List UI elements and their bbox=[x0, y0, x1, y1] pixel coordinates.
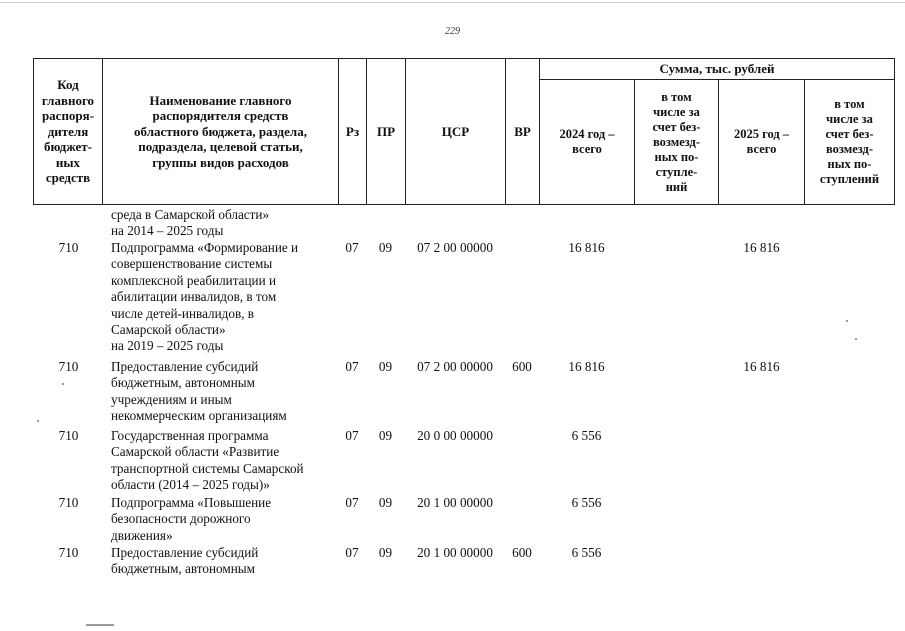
header-2025-total-lines bbox=[734, 127, 789, 157]
cell-sum-2024: 6 556 bbox=[571, 495, 602, 510]
text-line: в том bbox=[661, 89, 692, 104]
cell-code: 710 bbox=[58, 495, 79, 510]
header-sum: Сумма, тыс. рублей bbox=[539, 58, 895, 80]
cell-sum-2024: 16 816 bbox=[568, 240, 605, 255]
cell-sum-2024: 6 556 bbox=[571, 428, 602, 443]
cell-name bbox=[111, 428, 337, 494]
cell-csr: 20 0 00 00000 bbox=[417, 428, 493, 443]
page-number: 229 bbox=[445, 26, 460, 37]
cell-rz: 07 bbox=[345, 240, 359, 255]
text-line: движения» bbox=[111, 527, 173, 543]
header-pr: ПР bbox=[366, 58, 405, 205]
text-line: безопасности дорожного bbox=[111, 511, 251, 527]
cell-vr: 600 bbox=[512, 359, 532, 374]
cell-sum-2025: 16 816 bbox=[743, 240, 780, 255]
scan-speck bbox=[62, 383, 64, 385]
text-line: распорядителя средств bbox=[152, 108, 289, 124]
text-line: Предоставление субсидий bbox=[111, 359, 259, 374]
cell-code: 710 bbox=[58, 240, 79, 255]
header-2025-incl bbox=[804, 79, 895, 205]
text-line: совершенствование системы bbox=[111, 256, 273, 272]
text-line: транспортной системы Самарской bbox=[111, 460, 304, 476]
text-line: абилитации инвалидов, в том bbox=[111, 289, 277, 305]
cell-csr: 07 2 00 00000 bbox=[417, 359, 493, 374]
text-line: области (2014 – 2025 годы)» bbox=[111, 477, 270, 493]
header-2024-incl bbox=[634, 79, 718, 205]
table-header bbox=[33, 58, 895, 205]
text-line: бюджетным, автономным bbox=[111, 375, 255, 391]
text-line: ний bbox=[665, 179, 688, 194]
text-line: возмезд- bbox=[652, 134, 701, 149]
cell-pr: 09 bbox=[378, 545, 393, 560]
text-line: комплексной реабилитации и bbox=[111, 272, 277, 288]
text-line: дителя bbox=[47, 123, 89, 139]
text-line: некоммерческим организациям bbox=[111, 408, 287, 424]
cell-name bbox=[111, 545, 337, 578]
text-line: группы видов расходов bbox=[152, 154, 289, 170]
text-line: бюджет- bbox=[43, 139, 92, 155]
text-line: счет без- bbox=[825, 127, 874, 141]
header-2024-incl-lines bbox=[653, 90, 701, 195]
header-code bbox=[33, 58, 102, 205]
scan-speck bbox=[846, 320, 848, 322]
text-line: 2025 год – bbox=[733, 127, 790, 141]
text-line: ступлений bbox=[819, 172, 880, 186]
header-rz: Рз bbox=[338, 58, 366, 205]
cell-code: 710 bbox=[58, 359, 79, 374]
cell-pr: 09 bbox=[378, 240, 393, 255]
cell-pr: 09 bbox=[378, 359, 393, 374]
text-line: счет без- bbox=[652, 119, 701, 134]
text-line: числе за bbox=[653, 104, 700, 119]
cell-name bbox=[111, 240, 337, 355]
text-line: среда в Самарской области» bbox=[111, 207, 270, 222]
cell-name bbox=[111, 495, 337, 544]
header-csr: ЦСР bbox=[405, 58, 505, 205]
text-line: числе за bbox=[826, 112, 873, 126]
cell-name bbox=[111, 359, 337, 425]
cell-pr: 09 bbox=[378, 428, 393, 443]
cell-rz: 07 bbox=[345, 495, 359, 510]
text-line: ных bbox=[55, 154, 81, 170]
cell-rz: 07 bbox=[345, 545, 359, 560]
text-line: возмезд- bbox=[825, 142, 874, 156]
cell-rz: 07 bbox=[345, 428, 359, 443]
header-2024-total bbox=[539, 79, 634, 205]
text-line: Подпрограмма «Повышение bbox=[111, 495, 272, 510]
text-line: Самарской области «Развитие bbox=[111, 444, 280, 460]
text-line: Код bbox=[57, 77, 79, 93]
cell-sum-2025: 16 816 bbox=[743, 359, 780, 374]
text-line: ных по- bbox=[827, 157, 872, 171]
text-line: в том bbox=[834, 97, 865, 111]
top-border-line bbox=[0, 2, 905, 3]
cell-name bbox=[111, 207, 337, 240]
header-2025-incl-lines bbox=[820, 97, 879, 187]
text-line: учреждениям и иным bbox=[111, 391, 232, 407]
text-line: бюджетным, автономным bbox=[111, 561, 255, 577]
header-2024-total-lines bbox=[559, 127, 614, 157]
text-line: Подпрограмма «Формирование и bbox=[111, 240, 299, 255]
text-line: Самарской области» bbox=[111, 322, 226, 338]
text-line: Наименование главного bbox=[149, 92, 292, 108]
header-name bbox=[102, 58, 338, 205]
text-line: главного bbox=[41, 92, 95, 108]
text-line: подраздела, целевой статьи, bbox=[138, 139, 303, 155]
cell-csr: 20 1 00 00000 bbox=[417, 545, 493, 560]
scan-speck bbox=[37, 420, 39, 422]
scan-mark bbox=[86, 624, 114, 626]
text-line: на 2019 – 2025 годы bbox=[111, 338, 224, 354]
text-line: 2024 год – bbox=[559, 127, 615, 141]
cell-pr: 09 bbox=[378, 495, 393, 510]
cell-code: 710 bbox=[58, 428, 79, 443]
header-vr: ВР bbox=[505, 58, 539, 205]
cell-vr: 600 bbox=[512, 545, 532, 560]
cell-code: 710 bbox=[58, 545, 79, 560]
scan-speck bbox=[855, 338, 857, 340]
cell-csr: 07 2 00 00000 bbox=[417, 240, 493, 255]
text-line: на 2014 – 2025 годы bbox=[111, 223, 224, 239]
header-code-lines bbox=[42, 77, 94, 186]
text-line: всего bbox=[746, 142, 777, 156]
text-line: областного бюджета, раздела, bbox=[134, 123, 307, 139]
text-line: Предоставление субсидий bbox=[111, 545, 259, 560]
text-line: средств bbox=[45, 170, 91, 186]
cell-csr: 20 1 00 00000 bbox=[417, 495, 493, 510]
text-line: всего bbox=[572, 142, 602, 156]
cell-sum-2024: 16 816 bbox=[568, 359, 605, 374]
cell-sum-2024: 6 556 bbox=[571, 545, 602, 560]
header-2025-total bbox=[718, 79, 804, 205]
cell-rz: 07 bbox=[345, 359, 359, 374]
text-line: ступле- bbox=[655, 164, 698, 179]
text-line: распоря- bbox=[41, 108, 95, 124]
text-line: Государственная программа bbox=[111, 428, 269, 443]
text-line: числе детей-инвалидов, в bbox=[111, 305, 255, 321]
header-name-lines bbox=[134, 93, 307, 171]
text-line: ных по- bbox=[654, 149, 699, 164]
